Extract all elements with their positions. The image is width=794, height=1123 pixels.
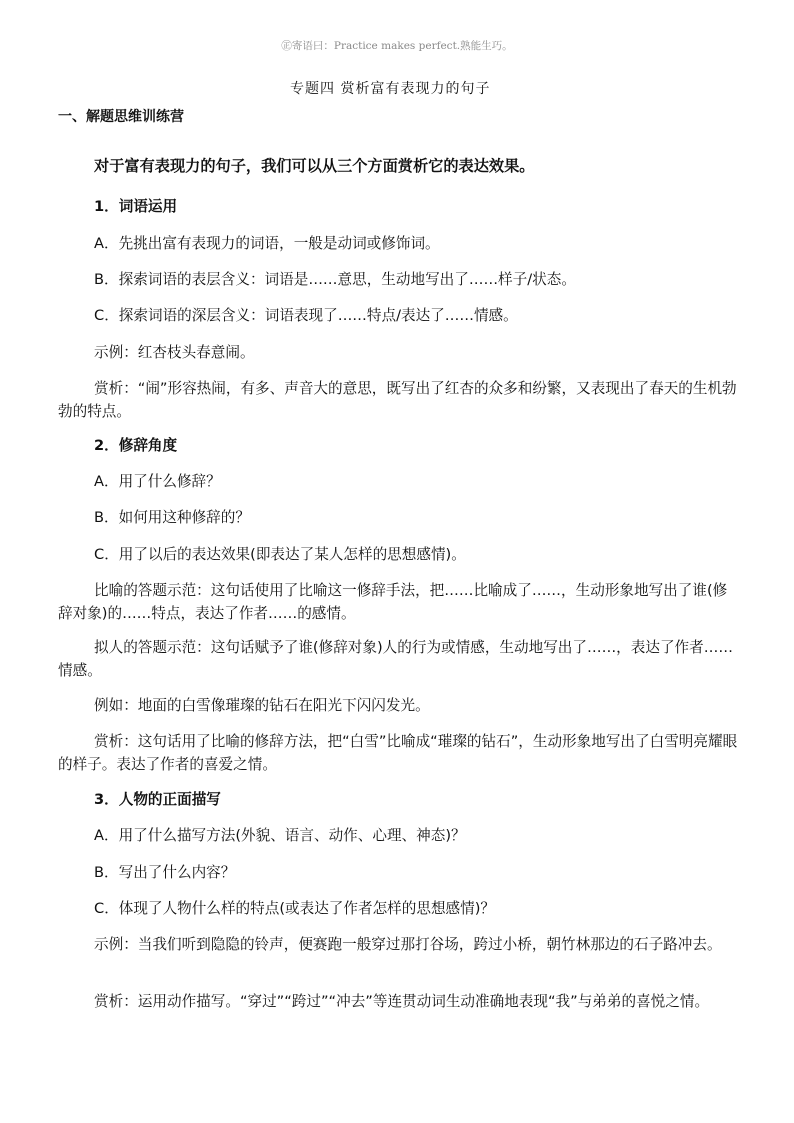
part2-personification-template: 拟人的答题示范：这句话赋予了谁(修辞对象)人的行为或情感，生动地写出了……，表达了作者……情感。 [58, 639, 733, 679]
section-heading: 一、解题思维训练营 [58, 109, 184, 125]
part2-heading: 2．修辞角度 [94, 437, 178, 454]
part2-analysis: 赏析：这句话用了比喻的修辞方法，把“白雪”比喻成“璀璨的钻石”，生动形象地写出了白雪明亮耀眼的样子。表达了作者的喜爱之情。 [58, 733, 738, 773]
part3-heading: 3．人物的正面描写 [94, 791, 221, 808]
part2-example: 例如：地面的白雪像璀璨的钻石在阳光下闪闪发光。 [94, 697, 430, 714]
part1-heading: 1．词语运用 [94, 198, 178, 215]
part1-item-a: A．先挑出富有表现力的词语，一般是动词或修饰词。 [94, 235, 440, 252]
part2-metaphor-template: 比喻的答题示范：这句话使用了比喻这一修辞手法，把……比喻成了……，生动形象地写出了谁(修辞对象)的……特点，表达了作者……的感情。 [58, 582, 728, 622]
part3-item-c: C．体现了人物什么样的特点(或表达了作者怎样的思想感情)？ [94, 900, 496, 917]
intro-paragraph: 对于富有表现力的句子，我们可以从三个方面赏析它的表达效果。 [94, 157, 535, 175]
part2-item-c: C．用了以后的表达效果(即表达了某人怎样的思想感情)。 [94, 546, 466, 563]
document-title: 专题四 赏析富有表现力的句子 [290, 81, 491, 97]
part1-example: 示例：红杏枝头春意闹。 [94, 344, 255, 361]
part3-item-b: B．写出了什么内容？ [94, 864, 236, 881]
part1-item-b: B．探索词语的表层含义：词语是……意思，生动地写出了……样子/状态。 [94, 271, 576, 288]
part3-item-a: A．用了什么描写方法(外貌、语言、动作、心理、神态)？ [94, 827, 466, 844]
part1-item-c: C．探索词语的深层含义：词语表现了……特点/表达了……情感。 [94, 307, 518, 324]
part2-item-a: A．用了什么修辞？ [94, 473, 221, 490]
part1-analysis: 赏析：“闹”形容热闹，有多、声音大的意思，既写出了红杏的众多和纷繁，又表现出了春天的生机勃勃的特点。 [58, 380, 737, 420]
part3-example: 示例：当我们听到隐隐的铃声，便赛跑一般穿过那打谷场，跨过小桥，朝竹林那边的石子路冲去。 [94, 936, 722, 953]
part2-item-b: B．如何用这种修辞的？ [94, 509, 250, 526]
part3-analysis: 赏析：运用动作描写。“穿过”“跨过”“冲去”等连贯动词生动准确地表现“我”与弟弟的喜悦之情。 [94, 993, 710, 1010]
header-motto: ㊣寄语曰：Practice makes perfect.熟能生巧。 [281, 40, 513, 52]
